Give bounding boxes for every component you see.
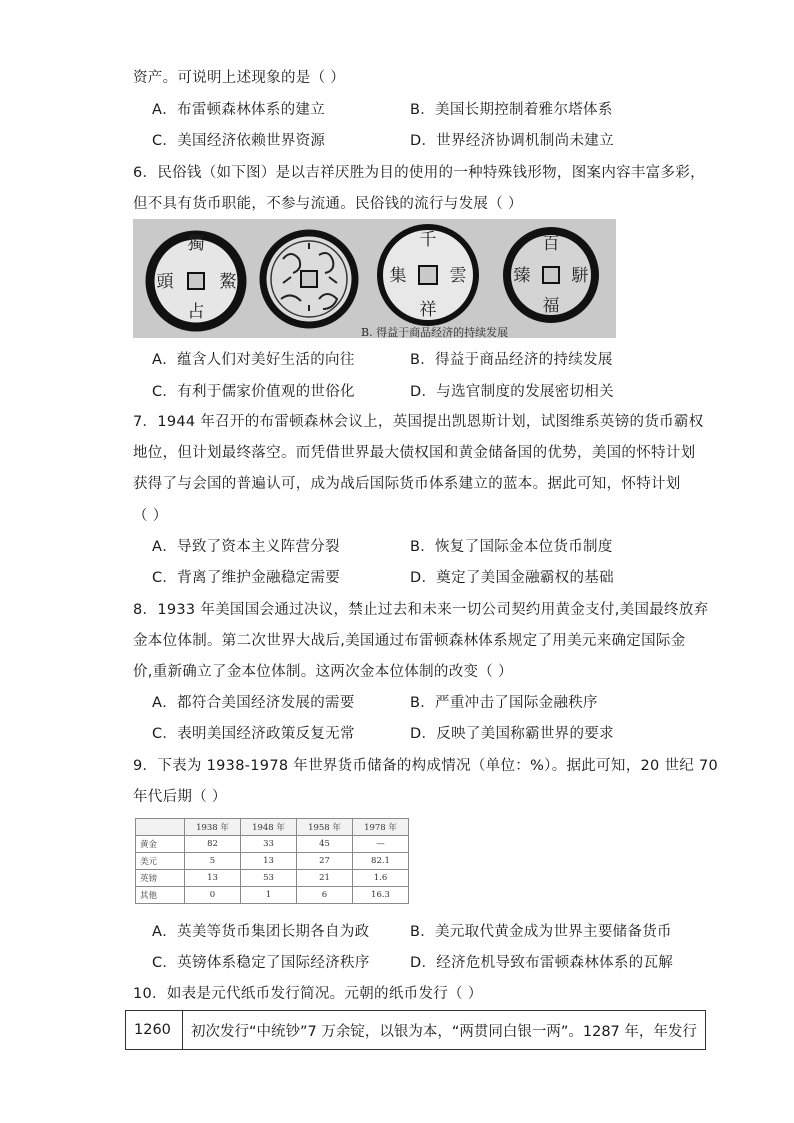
q9-option-c: C．英镑体系稳定了国际经济秩序 [152, 955, 370, 971]
row-label: 其他 [136, 887, 185, 904]
q8-option-a: A．都符合美国经济发展的需要 [152, 695, 355, 711]
q7-option-a: A．导致了资本主义阵营分裂 [152, 539, 340, 555]
q9-stem-line-2: 年代后期（ ） [133, 789, 227, 805]
table-row [136, 836, 409, 853]
q8-stem-line-1: 8．1933 年美国国会通过决议，禁止过去和未来一切公司契约用黄金支付,美国最终放弃 [133, 602, 709, 618]
q7-stem-line-4: （ ） [133, 508, 168, 524]
table-header-cell: 1978 年 [353, 819, 409, 836]
q7-option-d: D．奠定了美国金融霸权的基础 [410, 570, 614, 586]
question-continuation: 资产。可说明上述现象的是（ ） [133, 70, 346, 86]
coin1-char-top: 獨 [187, 234, 205, 254]
coin4-char-right: 駢 [571, 266, 589, 286]
coin-3 [380, 227, 476, 323]
q9-option-a: A．英美等货币集团长期各自为政 [152, 924, 370, 940]
q8-option-b: B．严重冲击了国际金融秩序 [410, 695, 598, 711]
table-cell: 45 [297, 836, 353, 853]
coin-2 [263, 233, 355, 325]
table-cell: 0 [185, 887, 241, 904]
table-cell: 16.3 [353, 887, 409, 904]
coin3-char-right: 雲 [449, 266, 467, 286]
q7-option-b: B．恢复了国际金本位货币制度 [410, 539, 613, 555]
table-row [136, 853, 409, 870]
q8-stem-line-2: 金本位体制。第二次世界大战后,美国通过布雷顿森林体系规定了用美元来确定国际金 [133, 633, 686, 649]
coin1-char-right: 鰲 [219, 272, 237, 292]
table-cell: 1 [241, 887, 297, 904]
table-cell: 21 [297, 870, 353, 887]
q5-option-a: A．布雷顿森林体系的建立 [152, 102, 326, 118]
table-cell: 5 [185, 853, 241, 870]
q6-option-c: C．有利于儒家价值观的世俗化 [152, 384, 355, 400]
q10-stem-line-1: 10．如表是元代纸币发行简况。元朝的纸币发行（ ） [133, 986, 483, 1002]
coin-4 [507, 231, 595, 319]
q6-stem-line-2: 但不具有货币职能，不参与流通。民俗钱的流行与发展（ ） [133, 196, 523, 212]
table-cell: 82.1 [353, 853, 409, 870]
q6-option-b: B．得益于商品经济的持续发展 [410, 352, 613, 368]
q7-option-c: C．背离了维护金融稳定需要 [152, 570, 341, 586]
table-header-row [136, 819, 409, 836]
table-row [136, 887, 409, 904]
table-header-cell [136, 819, 185, 836]
yuan-paper-money-table [125, 1010, 706, 1050]
table-header-cell: 1948 年 [241, 819, 297, 836]
coin3-char-left: 集 [389, 266, 407, 286]
coin3-char-top: 千 [419, 230, 437, 250]
coin1-char-bottom: 占 [187, 302, 205, 322]
q6-option-d: D．与选官制度的发展密切相关 [410, 384, 614, 400]
q9-stem-line-1: 9．下表为 1938-1978 年世界货币储备的构成情况（单位：%）。据此可知，20 世纪 70 [133, 758, 719, 774]
table-cell: 82 [185, 836, 241, 853]
coin3-char-bottom: 祥 [419, 300, 437, 320]
table-cell: 13 [185, 870, 241, 887]
row-label: 英镑 [136, 870, 185, 887]
image-caption: B. 得益于商品经济的持续发展 [361, 326, 509, 338]
table-header-cell: 1938 年 [185, 819, 241, 836]
coin4-char-bottom: 福 [542, 296, 560, 316]
folk-coins-image [133, 219, 616, 338]
table-cell: 6 [297, 887, 353, 904]
currency-reserve-table [135, 818, 409, 904]
coin-1 [150, 234, 242, 327]
table-cell: 1.6 [353, 870, 409, 887]
q6-option-a: A．蕴含人们对美好生活的向往 [152, 352, 355, 368]
coin1-char-left: 頭 [156, 272, 174, 292]
coin4-char-left: 臻 [513, 266, 531, 286]
q8-option-d: D．反映了美国称霸世界的要求 [410, 726, 614, 742]
q8-option-c: C．表明美国经济政策反复无常 [152, 726, 355, 742]
table-cell-description: 初次发行“中统钞”7 万余锭，以银为本，“两贯同白银一两”。1287 年，年发行 [183, 1011, 706, 1050]
q5-option-d: D．世界经济协调机制尚未建立 [410, 133, 614, 149]
q6-stem-line-1: 6．民俗钱（如下图）是以吉祥厌胜为目的使用的一种特殊钱形物，图案内容丰富多彩， [133, 165, 705, 181]
table-cell: 53 [241, 870, 297, 887]
table-cell: 27 [297, 853, 353, 870]
coin4-char-top: 百 [542, 234, 560, 254]
q5-option-b: B．美国长期控制着雅尔塔体系 [410, 102, 613, 118]
q7-stem-line-1: 7．1944 年召开的布雷顿森林会议上，英国提出凯恩斯计划，试图维系英镑的货币霸权 [133, 414, 704, 430]
q8-stem-line-3: 价,重新确立了金本位体制。这两次金本位体制的改变（ ） [133, 664, 513, 680]
table-cell: 13 [241, 853, 297, 870]
row-label: 美元 [136, 853, 185, 870]
table-cell: — [353, 836, 409, 853]
table-cell: 33 [241, 836, 297, 853]
q9-option-d: D．经济危机导致布雷顿森林体系的瓦解 [410, 955, 674, 971]
q9-option-b: B．美元取代黄金成为世界主要储备货币 [410, 924, 672, 940]
q7-stem-line-2: 地位，但计划最终落空。而凭借世界最大债权国和黄金储备国的优势，美国的怀特计划 [133, 445, 696, 461]
table-header-cell: 1958 年 [297, 819, 353, 836]
table-row [126, 1011, 706, 1050]
q7-stem-line-3: 获得了与会国的普遍认可，成为战后国际货币体系建立的蓝本。据此可知，怀特计划 [133, 476, 681, 492]
q5-option-c: C．美国经济依赖世界资源 [152, 133, 326, 149]
table-row [136, 870, 409, 887]
row-label: 黄金 [136, 836, 185, 853]
table-cell-year: 1260 [126, 1011, 183, 1050]
